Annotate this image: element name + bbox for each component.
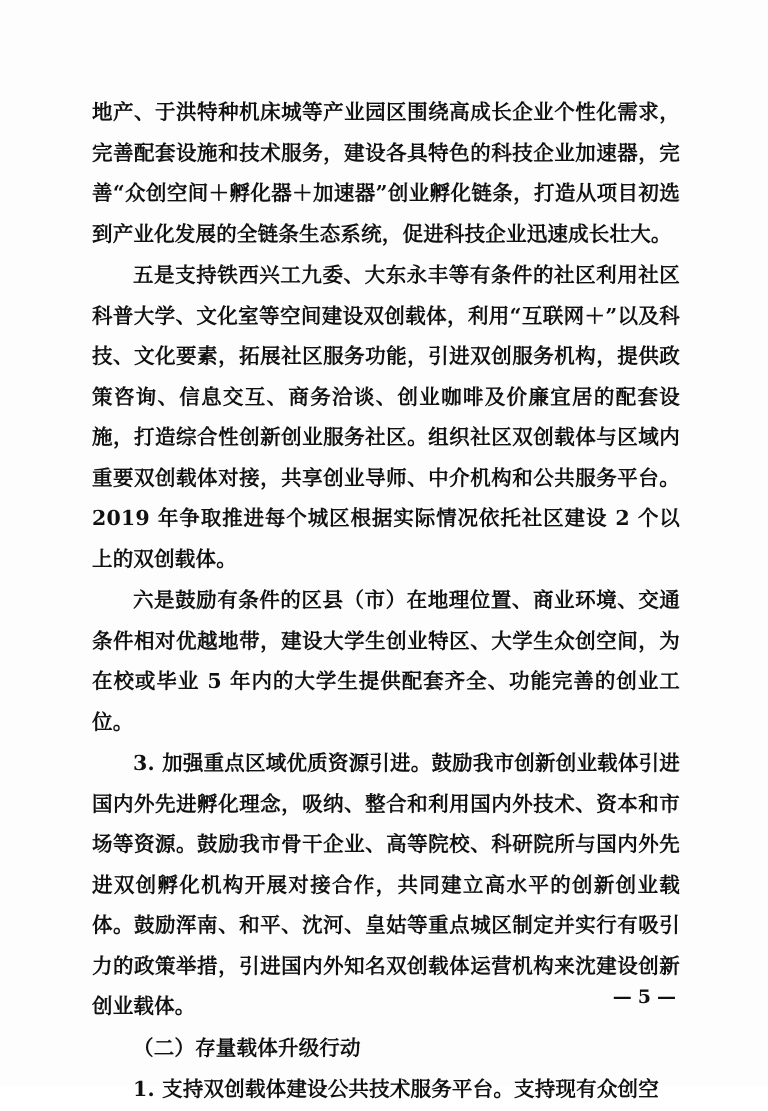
page-number-value: 5 [637, 986, 651, 1008]
paragraph: 3. 加强重点区域优质资源引进。鼓励我市创新创业载体引进国内外先进孵化理念，吸纳、整合和利用国内外技术、资本和市场等资源。鼓励我市骨干企业、高等院校、科研院所与国内外先进双创孵化机构开展对接合作，共同建立高水平的创新创业载体。鼓励浑南、和平、沈河、皇姑等重点城区制定并实行有吸引力的政策举措，引进国内外知名双创载体运营机构来沈建设创新创业载体。 [92, 751, 680, 1018]
paragraph: 地产、于洪特种机床城等产业园区围绕高成长企业个性化需求，完善配套设施和技术服务，建设各具特色的科技企业加速器，完善“众创空间＋孵化器＋加速器”创业孵化链条，打造从项目初选到产业化发展的全链条生态系统，促进科技企业迅速成长壮大。 [92, 100, 680, 246]
page-number-dash-right: — [657, 986, 676, 1008]
page-number [0, 986, 676, 1008]
paragraph: 1. 支持双创载体建设公共技术服务平台。支持现有众创空 [133, 1077, 659, 1101]
page-body [92, 92, 680, 1111]
section-heading: （二）存量载体升级行动 [133, 1035, 361, 1060]
paragraph: 六是鼓励有条件的区县（市）在地理位置、商业环境、交通条件相对优越地带，建设大学生创业特区、大学生众创空间，为在校或毕业 5 年内的大学生提供配套齐全、功能完善的创业工位。 [92, 588, 680, 734]
page-number-dash-left: — [612, 986, 632, 1008]
paragraph: 五是支持铁西兴工九委、大东永丰等有条件的社区利用社区科普大学、文化室等空间建设双创载体，利用“互联网＋”以及科技、文化要素，拓展社区服务功能，引进双创服务机构，提供政策咨询、信息交互、商务洽谈、创业咖啡及价廉宜居的配套设施，打造综合性创新创业服务社区。组织社区双创载体与区域内重要双创载体对接，共享创业导师、中介机构和公共服务平台。2019 年争取推进每个城区根据实际情况依托社区建设 2 个以上的双创载体。 [92, 263, 680, 571]
